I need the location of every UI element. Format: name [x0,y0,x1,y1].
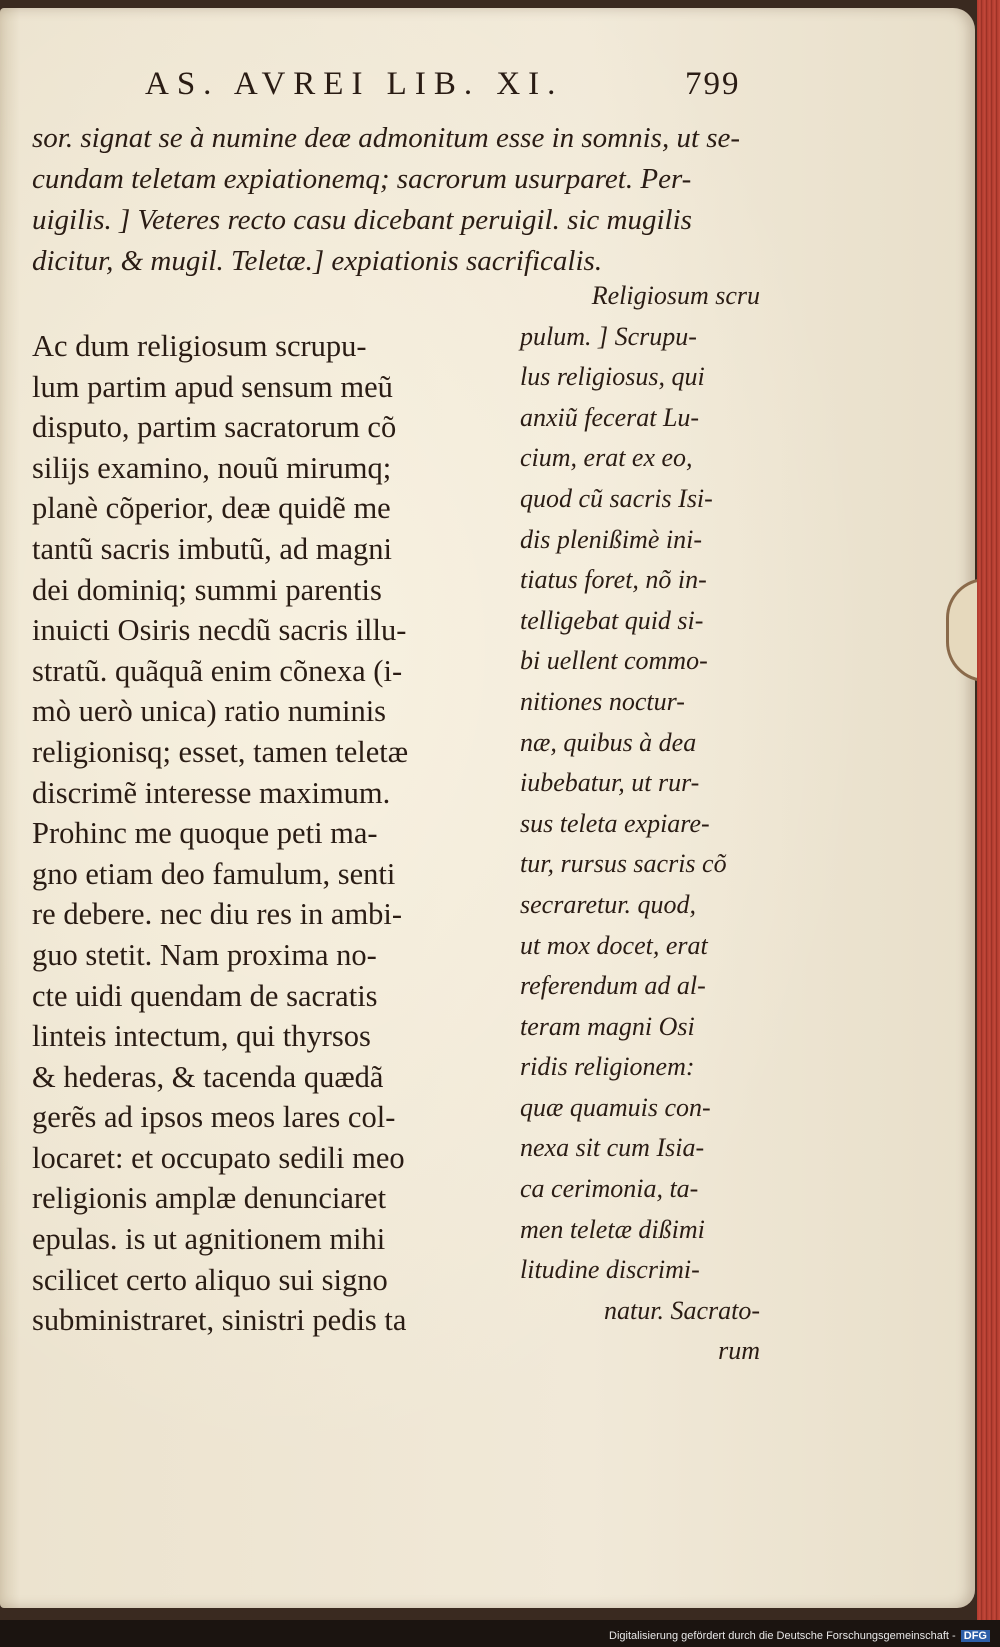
side-note-line: quod cũ sacris Isi- [520,483,713,513]
main-line: cte uidi quendam de sacratis [32,978,378,1013]
side-note-line: tur, rursus sacris cõ [520,849,727,879]
main-line: Prohinc me quoque peti ma- [32,816,378,851]
page-number: 799 [685,66,741,102]
main-line: locaret: et occupato sedili meo [32,1140,405,1175]
side-note-line: natur. Sacrato- [604,1295,760,1325]
side-note-line: tiatus foret, nõ in- [520,565,707,595]
side-note-line: bi uellent commo- [520,646,708,676]
running-header [145,66,765,103]
top-commentary [32,118,762,282]
main-line: epulas. is ut agnitionem mihi [32,1222,386,1257]
side-note-line: næ, quibus à dea [520,727,697,757]
marginal-commentary [520,276,760,1372]
side-note-line: ridis religionem: [520,1052,695,1082]
main-line: religionisq; esset, tamen teletæ [32,734,409,769]
main-line: religionis amplæ denunciaret [32,1181,387,1216]
top-note-line: sor. signat se à numine deæ admonitum esse in somnis, ut se- [32,122,741,154]
main-line: dei dominiq; summi parentis [32,572,382,607]
main-line: tantũ sacris imbutũ, ad magni [32,531,392,566]
side-note-line: telligebat quid si- [520,605,704,635]
main-line: re debere. nec diu res in ambi- [32,897,403,932]
side-note-line: teram magni Osi [520,1011,695,1041]
main-line: gno etiam deo famulum, senti [32,856,396,891]
main-line: gerẽs ad ipsos meos lares col- [32,1100,396,1135]
side-note-line: anxiũ fecerat Lu- [520,402,700,432]
main-line: lum partim apud sensum meũ [32,369,393,404]
side-note-line: rum [718,1336,760,1366]
main-line: guo stetit. Nam proxima no- [32,937,377,972]
main-line: mò uerò unica) ratio numinis [32,694,387,729]
main-text-column [32,326,492,1341]
main-line: & hederas, & tacenda quædã [32,1059,384,1094]
side-note-line: nitiones noctur- [520,686,685,716]
book-page [0,8,975,1608]
side-note-line: quæ quamuis con- [520,1092,711,1122]
running-title: AS. AVREI LIB. XI. [145,66,564,102]
side-note-line: ca cerimonia, ta- [520,1174,699,1204]
side-note-line: cium, erat ex eo, [520,443,693,473]
side-note-line: litudine discrimi- [520,1255,700,1285]
side-note-line: iubebatur, ut rur- [520,768,700,798]
main-line: discrimẽ interesse maximum. [32,775,391,810]
main-line: stratũ. quãquã enim cõnexa (i- [32,653,403,688]
side-note-line: secraretur. quod, [520,889,696,919]
main-line: subministraret, sinistri pedis ta [32,1303,407,1338]
main-line: planè cõperior, deæ quidẽ me [32,491,391,526]
page-edge [977,0,1000,1620]
main-line: disputo, partim sacratorum cõ [32,410,397,445]
top-note-line: dicitur, & mugil. Teletæ.] expiationis sacrificalis. [32,245,603,277]
main-line: scilicet certo aliquo sui signo [32,1262,388,1297]
side-note-line: ut mox docet, erat [520,930,708,960]
side-note-line: Religiosum scru [591,281,760,310]
side-note-line: nexa sit cum Isia- [520,1133,705,1163]
top-note-line: cundam teletam expiationemq; sacrorum usurparet. Per- [32,163,692,195]
credit-text: Digitalisierung gefördert durch die Deutsche Forschungsgemeinschaft - [609,1630,956,1642]
main-line: Ac dum religiosum scrupu- [32,329,367,363]
main-line: inuicti Osiris necdũ sacris illu- [32,613,407,648]
side-note-line: sus teleta expiare- [520,808,710,838]
dfg-logo: DFG [961,1630,990,1642]
side-note-line: referendum ad al- [520,971,706,1001]
main-line: linteis intectum, qui thyrsos [32,1019,371,1054]
side-note-line: pulum. ] Scrupu- [520,321,697,351]
side-note-line: lus religiosus, qui [520,362,705,392]
funding-credit [609,1630,990,1642]
main-line: silijs examino, nouũ mirumq; [32,450,392,485]
top-note-line: uigilis. ] Veteres recto casu dicebant peruigil. sic mugilis [32,204,692,236]
side-note-line: men teletæ dißimi [520,1214,705,1244]
side-note-line: dis plenißimè ini- [520,524,702,554]
